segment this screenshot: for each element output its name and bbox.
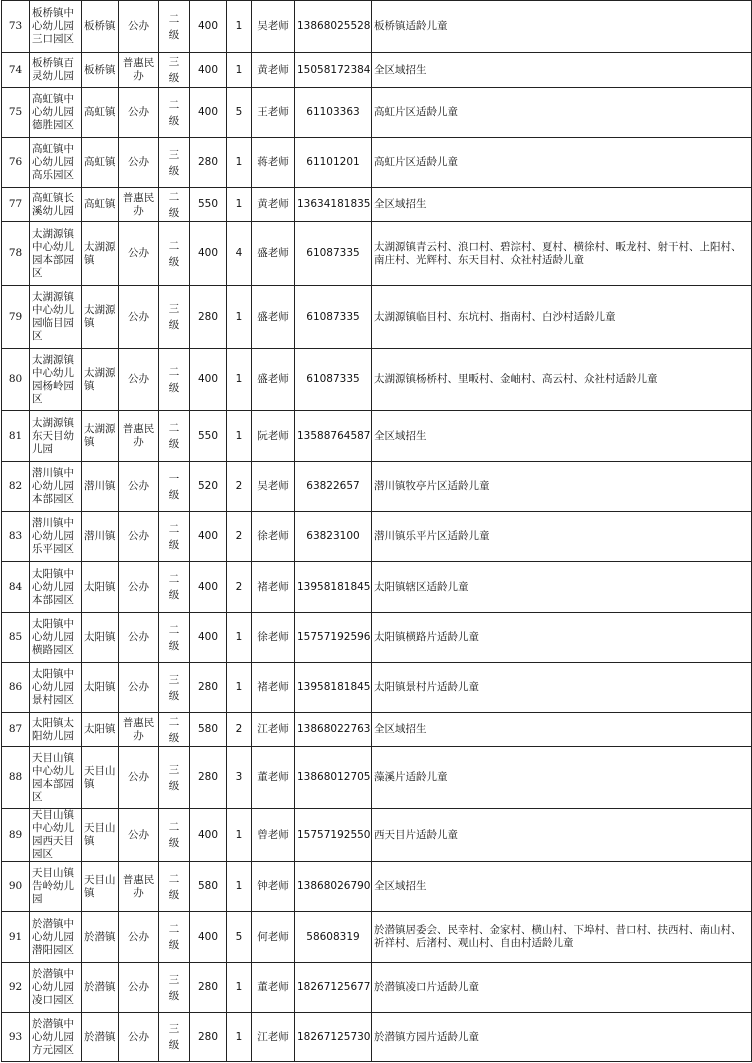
class-count: 1	[227, 613, 252, 663]
table-row	[2, 512, 752, 562]
phone-number: 15058172384	[295, 53, 372, 88]
table-row	[2, 963, 752, 1013]
grade-level: 三级	[159, 53, 190, 88]
table-row	[2, 1, 752, 53]
kindergarten-name: 太阳镇太阳幼儿园	[30, 713, 82, 747]
phone-number: 63822657	[295, 462, 372, 512]
contact-person: 钟老师	[252, 862, 295, 912]
ownership-type: 公办	[119, 747, 159, 809]
class-count: 2	[227, 713, 252, 747]
table-row	[2, 1013, 752, 1062]
enrollment-scope: 全区域招生	[372, 53, 752, 88]
enrollment-quota: 400	[190, 562, 227, 613]
table-row	[2, 912, 752, 963]
row-number: 73	[2, 1, 30, 53]
kindergarten-name: 太湖源镇中心幼儿园临目园区	[30, 286, 82, 349]
grade-level: 三级	[159, 663, 190, 713]
contact-person: 盛老师	[252, 222, 295, 286]
phone-number: 13958181845	[295, 562, 372, 613]
row-number: 91	[2, 912, 30, 963]
enrollment-scope: 高虹片区适龄儿童	[372, 88, 752, 138]
enrollment-quota: 580	[190, 713, 227, 747]
town: 太阳镇	[82, 613, 119, 663]
enrollment-scope: 全区域招生	[372, 713, 752, 747]
grade-level: 三级	[159, 747, 190, 809]
kindergarten-name: 潜川镇中心幼儿园本部园区	[30, 462, 82, 512]
enrollment-quota: 400	[190, 912, 227, 963]
enrollment-quota: 400	[190, 88, 227, 138]
enrollment-quota: 280	[190, 963, 227, 1013]
kindergarten-name: 天目山镇中心幼儿园西天目园区	[30, 809, 82, 862]
town: 板桥镇	[82, 53, 119, 88]
grade-level: 二级	[159, 562, 190, 613]
class-count: 1	[227, 963, 252, 1013]
class-count: 1	[227, 411, 252, 462]
town: 潜川镇	[82, 462, 119, 512]
enrollment-scope: 潜川镇牧亭片区适龄儿童	[372, 462, 752, 512]
enrollment-quota: 400	[190, 1, 227, 53]
table-row	[2, 88, 752, 138]
ownership-type: 普惠民办	[119, 862, 159, 912]
contact-person: 黄老师	[252, 188, 295, 222]
contact-person: 吴老师	[252, 1, 295, 53]
enrollment-quota: 550	[190, 411, 227, 462]
ownership-type: 普惠民办	[119, 713, 159, 747]
row-number: 83	[2, 512, 30, 562]
class-count: 1	[227, 188, 252, 222]
enrollment-scope: 全区域招生	[372, 411, 752, 462]
town: 潜川镇	[82, 512, 119, 562]
table-row	[2, 713, 752, 747]
ownership-type: 普惠民办	[119, 53, 159, 88]
ownership-type: 公办	[119, 286, 159, 349]
town: 太阳镇	[82, 562, 119, 613]
ownership-type: 公办	[119, 912, 159, 963]
contact-person: 王老师	[252, 88, 295, 138]
kindergarten-name: 太湖源镇中心幼儿园杨岭园区	[30, 349, 82, 411]
ownership-type: 公办	[119, 562, 159, 613]
enrollment-quota: 400	[190, 809, 227, 862]
row-number: 86	[2, 663, 30, 713]
grade-level: 二级	[159, 411, 190, 462]
grade-level: 三级	[159, 1013, 190, 1062]
enrollment-quota: 280	[190, 286, 227, 349]
contact-person: 蒋老师	[252, 138, 295, 188]
phone-number: 13868012705	[295, 747, 372, 809]
enrollment-scope: 全区域招生	[372, 188, 752, 222]
row-number: 77	[2, 188, 30, 222]
phone-number: 13868022763	[295, 713, 372, 747]
enrollment-scope: 潜川镇乐平片区适龄儿童	[372, 512, 752, 562]
grade-level: 二级	[159, 713, 190, 747]
enrollment-quota: 400	[190, 613, 227, 663]
table-row	[2, 53, 752, 88]
kindergarten-name: 太阳镇中心幼儿园横路园区	[30, 613, 82, 663]
row-number: 85	[2, 613, 30, 663]
town: 天目山镇	[82, 809, 119, 862]
kindergarten-name: 太湖源镇东天目幼儿园	[30, 411, 82, 462]
contact-person: 黄老师	[252, 53, 295, 88]
grade-level: 二级	[159, 1, 190, 53]
enrollment-quota: 400	[190, 53, 227, 88]
table-row	[2, 286, 752, 349]
table-row	[2, 462, 752, 512]
phone-number: 61087335	[295, 222, 372, 286]
enrollment-quota: 400	[190, 222, 227, 286]
town: 板桥镇	[82, 1, 119, 53]
grade-level: 二级	[159, 222, 190, 286]
row-number: 93	[2, 1013, 30, 1062]
town: 太湖源镇	[82, 286, 119, 349]
enrollment-quota: 280	[190, 1013, 227, 1062]
grade-level: 三级	[159, 286, 190, 349]
phone-number: 18267125730	[295, 1013, 372, 1062]
phone-number: 13958181845	[295, 663, 372, 713]
enrollment-quota: 580	[190, 862, 227, 912]
town: 於潜镇	[82, 963, 119, 1013]
enrollment-scope: 全区域招生	[372, 862, 752, 912]
kindergarten-name: 太阳镇中心幼儿园景村园区	[30, 663, 82, 713]
class-count: 1	[227, 1013, 252, 1062]
kindergarten-name: 高虹镇中心幼儿园高乐园区	[30, 138, 82, 188]
town: 天目山镇	[82, 862, 119, 912]
town: 太湖源镇	[82, 222, 119, 286]
town: 太阳镇	[82, 663, 119, 713]
kindergarten-name: 高虹镇中心幼儿园德胜园区	[30, 88, 82, 138]
phone-number: 15757192596	[295, 613, 372, 663]
enrollment-quota: 520	[190, 462, 227, 512]
table-row	[2, 747, 752, 809]
grade-level: 二级	[159, 88, 190, 138]
town: 高虹镇	[82, 88, 119, 138]
contact-person: 吴老师	[252, 462, 295, 512]
kindergarten-name: 板桥镇中心幼儿园三口园区	[30, 1, 82, 53]
ownership-type: 公办	[119, 663, 159, 713]
kindergarten-name: 太湖源镇中心幼儿园本部园区	[30, 222, 82, 286]
enrollment-scope: 於潜镇居委会、民幸村、金家村、横山村、下埠村、昔口村、扶西村、南山村、祈祥村、后渚村、观山村、自由村适龄儿童	[372, 912, 752, 963]
phone-number: 13868026790	[295, 862, 372, 912]
enrollment-quota: 550	[190, 188, 227, 222]
grade-level: 一级	[159, 462, 190, 512]
kindergarten-name: 太阳镇中心幼儿园本部园区	[30, 562, 82, 613]
grade-level: 二级	[159, 912, 190, 963]
table-row	[2, 862, 752, 912]
contact-person: 董老师	[252, 747, 295, 809]
class-count: 5	[227, 88, 252, 138]
class-count: 1	[227, 138, 252, 188]
class-count: 1	[227, 1, 252, 53]
contact-person: 徐老师	[252, 613, 295, 663]
ownership-type: 公办	[119, 138, 159, 188]
enrollment-quota: 280	[190, 663, 227, 713]
class-count: 5	[227, 912, 252, 963]
phone-number: 13868025528	[295, 1, 372, 53]
phone-number: 61087335	[295, 349, 372, 411]
town: 高虹镇	[82, 188, 119, 222]
class-count: 4	[227, 222, 252, 286]
row-number: 79	[2, 286, 30, 349]
enrollment-scope: 太阳镇横路片适龄儿童	[372, 613, 752, 663]
row-number: 89	[2, 809, 30, 862]
enrollment-quota: 400	[190, 349, 227, 411]
kindergarten-name: 於潜镇中心幼儿园潜阳园区	[30, 912, 82, 963]
kindergarten-name: 潜川镇中心幼儿园乐平园区	[30, 512, 82, 562]
table-row	[2, 138, 752, 188]
ownership-type: 公办	[119, 222, 159, 286]
phone-number: 61103363	[295, 88, 372, 138]
class-count: 1	[227, 286, 252, 349]
kindergarten-name: 於潜镇中心幼儿园方元园区	[30, 1013, 82, 1062]
row-number: 90	[2, 862, 30, 912]
class-count: 2	[227, 462, 252, 512]
table-row	[2, 222, 752, 286]
ownership-type: 公办	[119, 809, 159, 862]
ownership-type: 公办	[119, 1013, 159, 1062]
grade-level: 三级	[159, 138, 190, 188]
class-count: 1	[227, 809, 252, 862]
contact-person: 盛老师	[252, 349, 295, 411]
enrollment-scope: 於潜镇凌口片适龄儿童	[372, 963, 752, 1013]
contact-person: 褚老师	[252, 562, 295, 613]
contact-person: 江老师	[252, 1013, 295, 1062]
town: 太湖源镇	[82, 349, 119, 411]
row-number: 75	[2, 88, 30, 138]
row-number: 87	[2, 713, 30, 747]
enrollment-scope: 太湖源镇临目村、东坑村、指南村、白沙村适龄儿童	[372, 286, 752, 349]
contact-person: 何老师	[252, 912, 295, 963]
table-row	[2, 562, 752, 613]
enrollment-scope: 太湖源镇杨桥村、里畈村、金岫村、高云村、众社村适龄儿童	[372, 349, 752, 411]
phone-number: 61101201	[295, 138, 372, 188]
contact-person: 徐老师	[252, 512, 295, 562]
contact-person: 褚老师	[252, 663, 295, 713]
grade-level: 二级	[159, 613, 190, 663]
grade-level: 三级	[159, 963, 190, 1013]
enrollment-quota: 400	[190, 512, 227, 562]
row-number: 92	[2, 963, 30, 1013]
phone-number: 58608319	[295, 912, 372, 963]
kindergarten-name: 板桥镇百灵幼儿园	[30, 53, 82, 88]
row-number: 84	[2, 562, 30, 613]
phone-number: 13634181835	[295, 188, 372, 222]
phone-number: 13588764587	[295, 411, 372, 462]
enrollment-scope: 太湖源镇青云村、浪口村、碧淙村、夏村、横徐村、畈龙村、射干村、上阳村、南庄村、光辉村、东天目村、众社村适龄儿童	[372, 222, 752, 286]
class-count: 1	[227, 53, 252, 88]
kindergarten-name: 於潜镇中心幼儿园凌口园区	[30, 963, 82, 1013]
contact-person: 阮老师	[252, 411, 295, 462]
town: 高虹镇	[82, 138, 119, 188]
row-number: 76	[2, 138, 30, 188]
ownership-type: 普惠民办	[119, 188, 159, 222]
enrollment-scope: 西天目片适龄儿童	[372, 809, 752, 862]
kindergarten-name: 天目山镇中心幼儿园本部园区	[30, 747, 82, 809]
kindergarten-name: 天目山镇告岭幼儿园	[30, 862, 82, 912]
contact-person: 江老师	[252, 713, 295, 747]
ownership-type: 公办	[119, 613, 159, 663]
row-number: 81	[2, 411, 30, 462]
enrollment-scope: 太阳镇景村片适龄儿童	[372, 663, 752, 713]
enrollment-quota: 280	[190, 138, 227, 188]
town: 於潜镇	[82, 912, 119, 963]
table-row	[2, 349, 752, 411]
grade-level: 二级	[159, 349, 190, 411]
town: 太湖源镇	[82, 411, 119, 462]
phone-number: 63823100	[295, 512, 372, 562]
phone-number: 15757192550	[295, 809, 372, 862]
ownership-type: 公办	[119, 349, 159, 411]
class-count: 1	[227, 349, 252, 411]
grade-level: 二级	[159, 809, 190, 862]
class-count: 1	[227, 663, 252, 713]
class-count: 1	[227, 862, 252, 912]
ownership-type: 公办	[119, 462, 159, 512]
contact-person: 曾老师	[252, 809, 295, 862]
table-row	[2, 411, 752, 462]
enrollment-scope: 藻溪片适龄儿童	[372, 747, 752, 809]
enrollment-scope: 高虹片区适龄儿童	[372, 138, 752, 188]
row-number: 88	[2, 747, 30, 809]
table-row	[2, 809, 752, 862]
row-number: 74	[2, 53, 30, 88]
enrollment-scope: 太阳镇辖区适龄儿童	[372, 562, 752, 613]
grade-level: 二级	[159, 512, 190, 562]
class-count: 2	[227, 512, 252, 562]
enrollment-scope: 板桥镇适龄儿童	[372, 1, 752, 53]
town: 天目山镇	[82, 747, 119, 809]
phone-number: 61087335	[295, 286, 372, 349]
kindergarten-table	[1, 0, 752, 1062]
class-count: 3	[227, 747, 252, 809]
row-number: 82	[2, 462, 30, 512]
ownership-type: 普惠民办	[119, 411, 159, 462]
row-number: 80	[2, 349, 30, 411]
town: 於潜镇	[82, 1013, 119, 1062]
ownership-type: 公办	[119, 512, 159, 562]
contact-person: 董老师	[252, 963, 295, 1013]
phone-number: 18267125677	[295, 963, 372, 1013]
kindergarten-name: 高虹镇长溪幼儿园	[30, 188, 82, 222]
contact-person: 盛老师	[252, 286, 295, 349]
ownership-type: 公办	[119, 963, 159, 1013]
class-count: 2	[227, 562, 252, 613]
ownership-type: 公办	[119, 1, 159, 53]
enrollment-scope: 於潜镇方园片适龄儿童	[372, 1013, 752, 1062]
table-row	[2, 613, 752, 663]
grade-level: 二级	[159, 188, 190, 222]
enrollment-quota: 280	[190, 747, 227, 809]
row-number: 78	[2, 222, 30, 286]
town: 太阳镇	[82, 713, 119, 747]
table-row	[2, 188, 752, 222]
table-row	[2, 663, 752, 713]
ownership-type: 公办	[119, 88, 159, 138]
grade-level: 二级	[159, 862, 190, 912]
